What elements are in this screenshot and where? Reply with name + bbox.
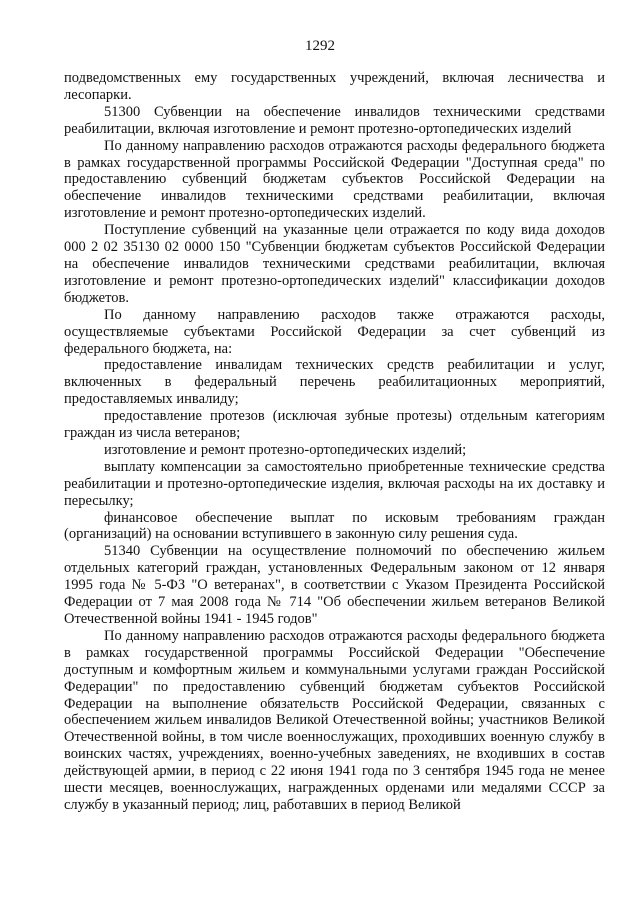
paragraph: подведомственных ему государственных учреждений, включая лесничества и лесопарки. <box>64 70 605 103</box>
list-item: финансовое обеспечение выплат по исковым требованиям граждан (организаций) на основании вступившего в законную силу решения суда. <box>64 509 605 543</box>
paragraph: Поступление субвенций на указанные цели отражается по коду вида доходов 000 2 02 35130 02 0000 150 "Субвенции бюджетам субъектов Российской Федерации на обеспечение инвалидов техническими средствами реабилитации, включая изготовление и ремонт протезно-ортопедических изделий" классификации доходов бюджетов. <box>64 222 605 306</box>
document-body <box>64 70 605 814</box>
paragraph: По данному направлению расходов отражаются расходы федерального бюджета в рамках государственной программы Российской Федерации "Доступная среда" по предоставлению субвенций бюджетам субъектов Российской Федерации на обеспечение инвалидов техническими средствами реабилитации, включая изготовление и ремонт протезно-ортопедических изделий. <box>64 137 605 222</box>
section-heading: 51300 Субвенции на обеспечение инвалидов техническими средствами реабилитации, включая изготовление и ремонт протезно-ортопедических изделий <box>64 103 605 137</box>
page-number: 1292 <box>305 38 335 54</box>
list-item: предоставление инвалидам технических средств реабилитации и услуг, включенных в федеральный перечень реабилитационных мероприятий, предоставляемых инвалиду; <box>64 357 605 408</box>
list-item: выплату компенсации за самостоятельно приобретенные технические средства реабилитации и протезно-ортопедические изделия, включая расходы на их доставку и пересылку; <box>64 458 605 509</box>
list-item: изготовление и ремонт протезно-ортопедических изделий; <box>104 441 467 458</box>
section-heading: 51340 Субвенции на осуществление полномочий по обеспечению жильем отдельных категорий граждан, установленных Федеральным законом от 12 января 1995 года № 5-ФЗ "О ветеранах", в соответствии с Указом Президента Российской Федерации от 7 мая 2008 года № 714 "Об обеспечении жильем ветеранов Великой Отечественной войны 1941 - 1945 годов" <box>64 543 605 627</box>
paragraph: По данному направлению расходов отражаются расходы федерального бюджета в рамках государственной программы Российской Федерации "Обеспечение доступным и комфортным жильем и коммунальными услугами граждан Российской Федерации" по предоставлению субвенций бюджетам субъектов Российской Федерации на выполнение обязательств Российской Федерации, связанных с обеспечением жильем инвалидов Великой Отечественной войны; участников Великой Отечественной войны, в том числе военнослужащих, проходивших военную службу в воинских частях, учреждениях, военно-учебных заведениях, не входивших в состав действующей армии, в период с 22 июня 1941 года по 3 сентября 1945 года не менее шести месяцев, военнослужащих, награжденных орденами или медалями СССР за службу в указанный период; лиц, работавших в период Великой <box>64 627 605 813</box>
paragraph: По данному направлению расходов также отражаются расходы, осуществляемые субъектами Российской Федерации за счет субвенций из федерального бюджета, на: <box>64 306 605 357</box>
list-item: предоставление протезов (исключая зубные протезы) отдельным категориям граждан из числа ветеранов; <box>64 408 605 442</box>
